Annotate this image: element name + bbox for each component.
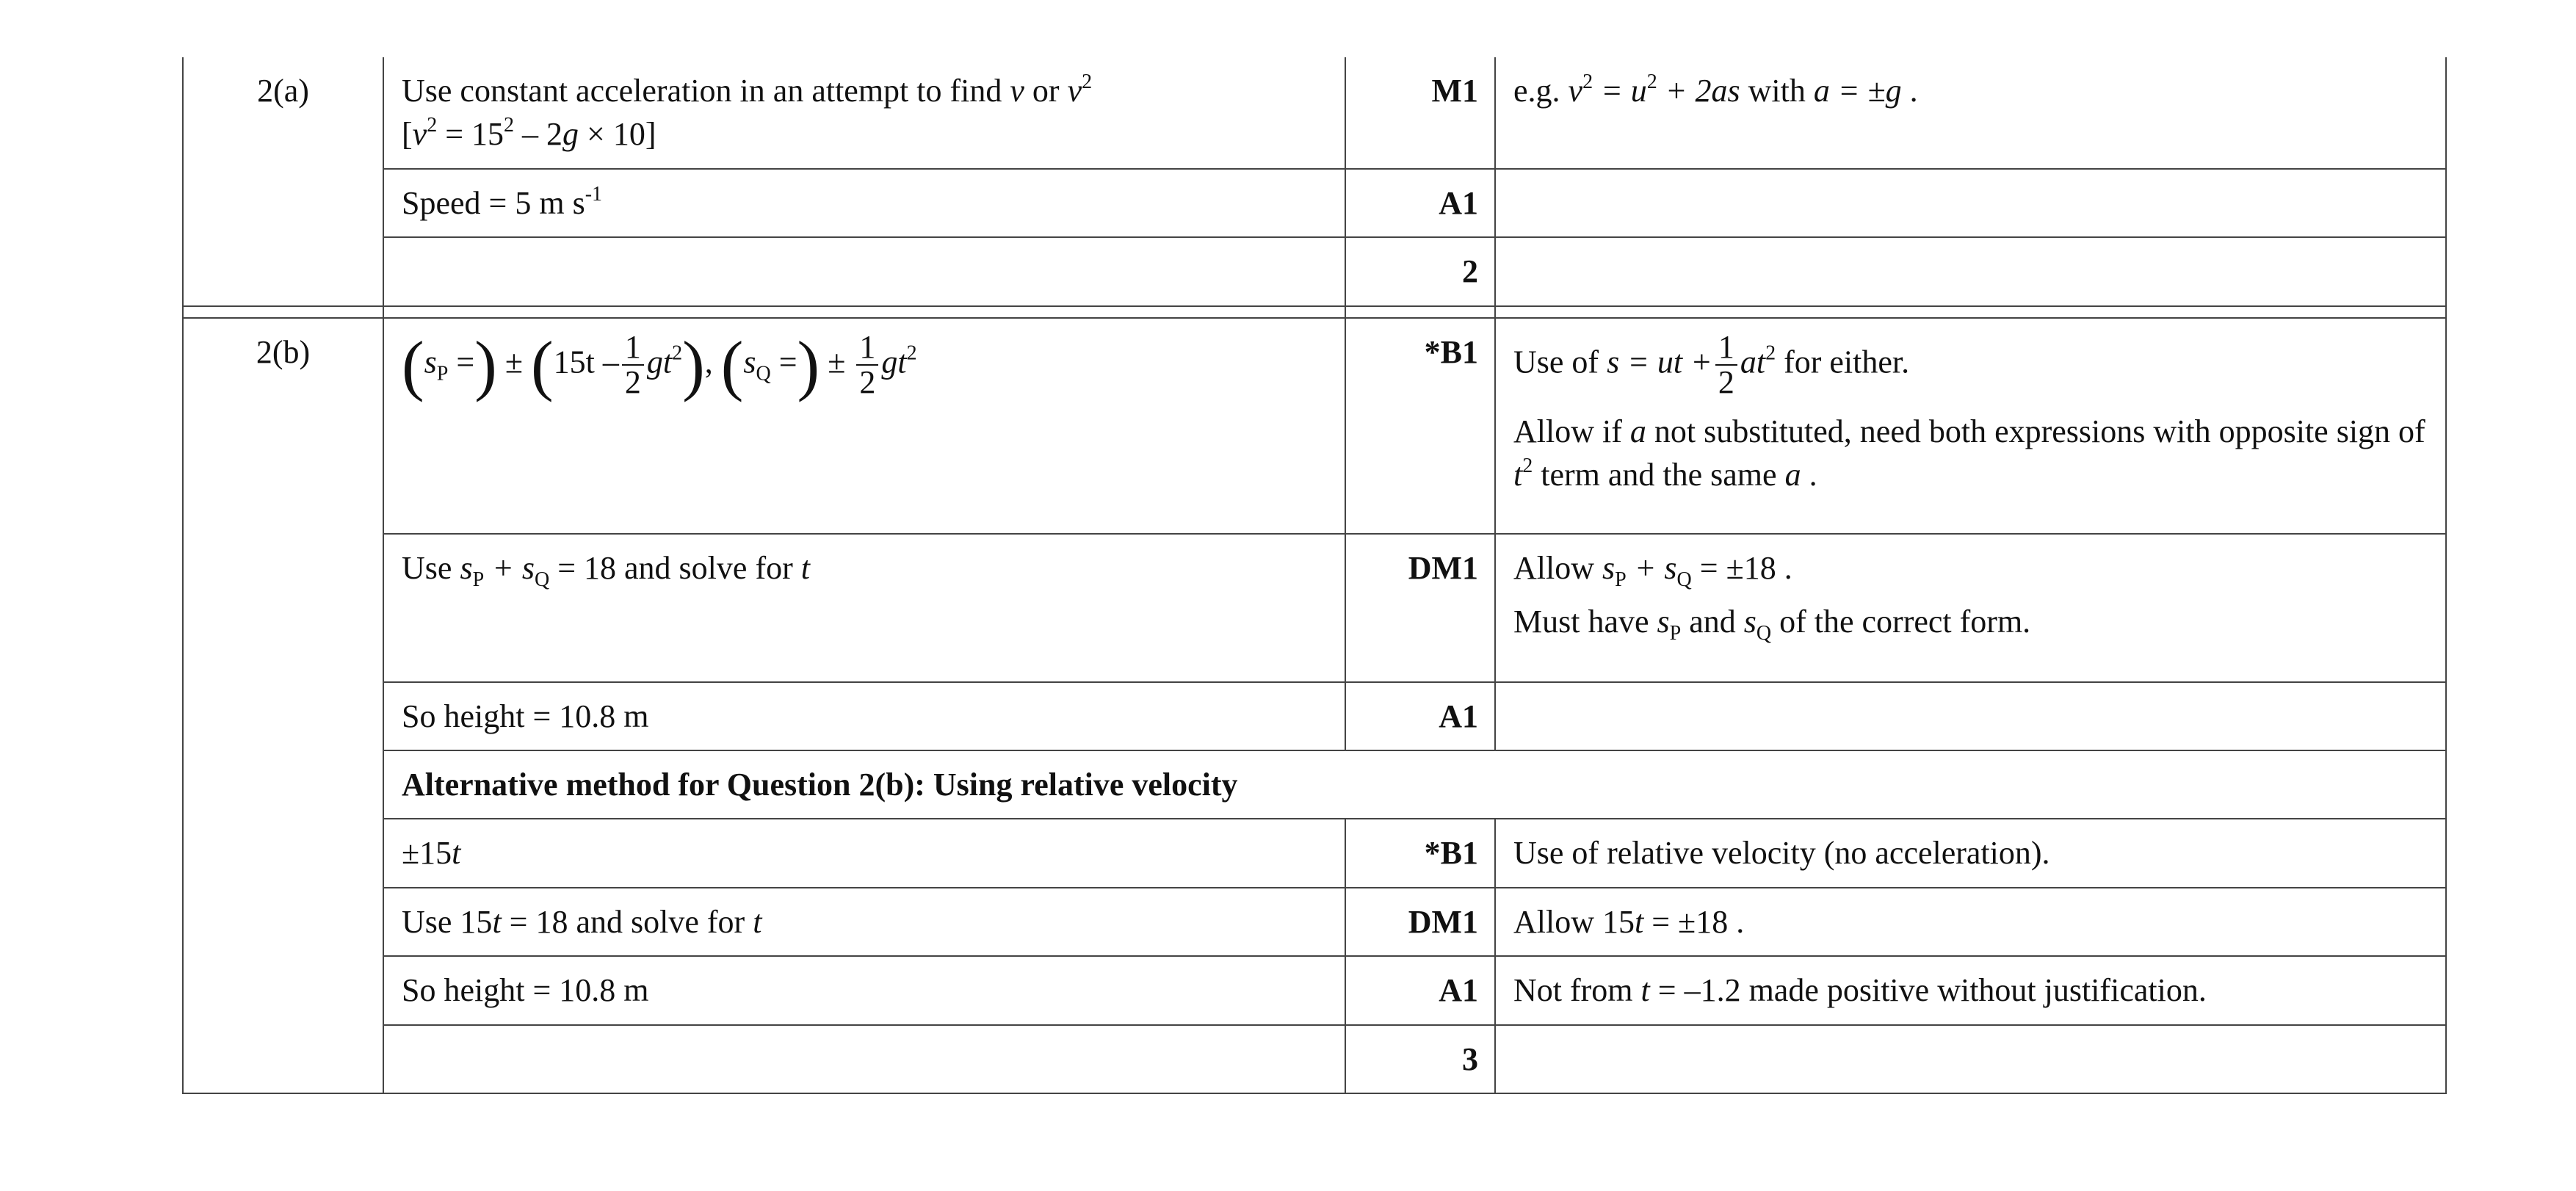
answer-cell: Use $s_P + s_Q = 18$ and solve for t	[383, 534, 1345, 682]
guidance-cell	[1495, 237, 2446, 305]
mark-cell: DM1	[1345, 888, 1495, 956]
answer-cell: So height = 10.8 m	[383, 682, 1345, 750]
mark-scheme-table	[182, 57, 2425, 1094]
total-mark-cell: 3	[1345, 1025, 1495, 1093]
answer-cell: Use constant acceleration in an attempt to find v or $v^2$ $[v^2 = 15^2 - 2g \times 10]$	[383, 57, 1345, 169]
answer-cell: ($s_P$ =) ± (15t – $\frac{1}{2}$ $gt^2$), ($s_Q$ =) ± $\frac{1}{2}$ $gt^2$	[383, 318, 1345, 534]
mark-cell: A1	[1345, 682, 1495, 750]
total-mark-cell: 2	[1345, 237, 1495, 305]
question-separator	[183, 306, 2446, 318]
guidance-cell: Use of relative velocity (no acceleration).	[1495, 819, 2446, 887]
mark-cell: A1	[1345, 956, 1495, 1024]
guidance-cell: Allow 15t = ±18 .	[1495, 888, 2446, 956]
mark-cell: M1	[1345, 57, 1495, 169]
question-label-2a: 2(a)	[183, 57, 383, 306]
mark-cell: *B1	[1345, 318, 1495, 534]
guidance-cell: Use of s = ut + $\frac{1}{2}$ $at^2$ for either. Allow if a not substituted, need both expressions with opposite sign of $t^2$ term and the same a .	[1495, 318, 2446, 534]
answer-cell: Speed = 5 m $s^{-1}$	[383, 169, 1345, 237]
guidance-cell: Allow $s_P + s_Q = \pm 18$ . Must have $s_P$ and $s_Q$ of the correct form.	[1495, 534, 2446, 682]
alternative-method-heading: Alternative method for Question 2(b): Using relative velocity	[383, 750, 2446, 819]
guidance-cell: Not from t = –1.2 made positive without justification.	[1495, 956, 2446, 1024]
guidance-cell	[1495, 682, 2446, 750]
mark-cell: A1	[1345, 169, 1495, 237]
mark-cell: *B1	[1345, 819, 1495, 887]
guidance-cell	[1495, 1025, 2446, 1093]
mark-cell: DM1	[1345, 534, 1495, 682]
answer-cell: So height = 10.8 m	[383, 956, 1345, 1024]
answer-cell: ±15t	[383, 819, 1345, 887]
guidance-cell: e.g. $v^2 = u^2 + 2as$ with a = ±g .	[1495, 57, 2446, 169]
answer-cell	[383, 237, 1345, 305]
question-label-2b: 2(b)	[183, 318, 383, 1093]
answer-cell	[383, 1025, 1345, 1093]
answer-cell: Use 15t = 18 and solve for t	[383, 888, 1345, 956]
guidance-cell	[1495, 169, 2446, 237]
